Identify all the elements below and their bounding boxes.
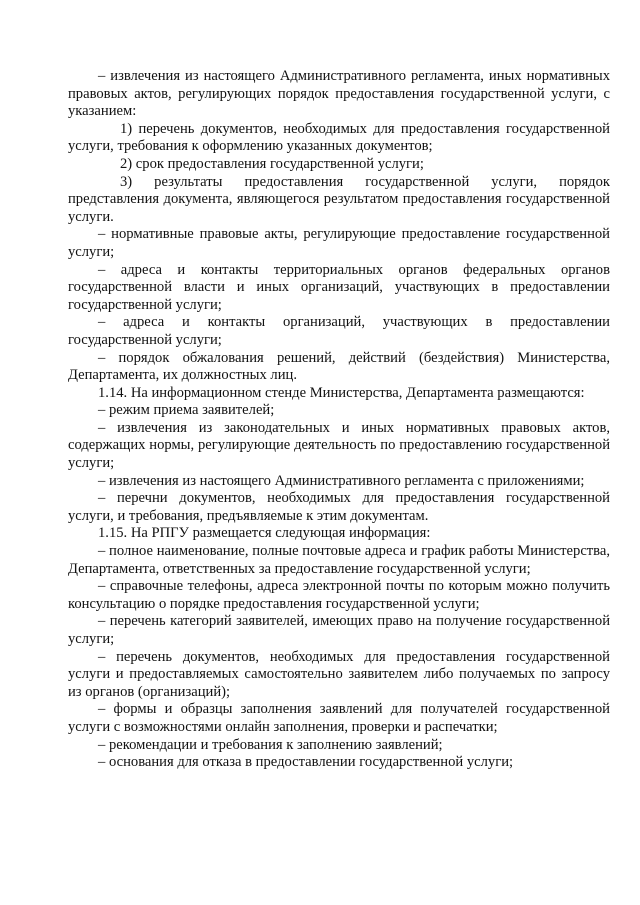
list-item-territorial-bodies: – адреса и контакты территориальных органов федеральных органов государственной власти и иных организаций, участвующих в предоставлении государственной услуги; — [68, 261, 610, 313]
list-item-regulation-extracts: – извлечения из настоящего Административного регламента, иных нормативных правовых актов, регулирующих порядок предоставления государственной услуги, с указанием: — [68, 68, 610, 120]
list-item-full-name-addresses: – полное наименование, полные почтовые адреса и график работы Министерства, Департамента, ответственных за предоставление государственной услуги; — [68, 543, 610, 577]
section-heading-1-14: 1.14. На информационном стенде Министерства, Департамента размещаются: — [98, 384, 585, 401]
list-item-legislative-extracts: – извлечения из законодательных и иных нормативных правовых актов, содержащих нормы, регулирующие деятельность по предоставлению государственной услуги; — [68, 419, 610, 472]
list-item-refusal-grounds: – основания для отказа в предоставлении государственной услуги; — [98, 754, 514, 771]
list-item-application-forms: – формы и образцы заполнения заявлений для получателей государственной услуги с возможностями онлайн заполнения, проверки и распечатки; — [68, 701, 610, 735]
list-item-normative-acts: – нормативные правовые акты, регулирующие предоставление государственной услуги; — [68, 226, 610, 260]
list-item-organizations-contacts: – адреса и контакты организаций, участвующих в предоставлении государственной услуги; — [68, 314, 610, 348]
list-item-service-results: 3) результаты предоставления государственной услуги, порядок представления документа, являющегося результатом предоставления государственной услуги. — [68, 173, 610, 225]
list-item-documents-list: 1) перечень документов, необходимых для предоставления государственной услуги, требования к оформлению указанных документов; — [68, 120, 610, 155]
list-item-required-documents: – перечень документов, необходимых для предоставления государственной услуги и предоставляемых самостоятельно заявителем либо получаемых по запросу из органов (организаций); — [68, 648, 610, 700]
section-heading-1-15: 1.15. На РПГУ размещается следующая информация: — [98, 525, 431, 542]
list-item-document-requirements: – перечни документов, необходимых для предоставления государственной услуги, и требования, предъявляемые к этим документам. — [68, 490, 610, 524]
list-item-reference-phones: – справочные телефоны, адреса электронной почты по которым можно получить консультацию о порядке предоставления государственной услуги; — [68, 578, 610, 612]
list-item-appeal-procedure: – порядок обжалования решений, действий (бездействия) Министерства, Департамента, их должностных лиц. — [68, 349, 610, 384]
list-item-reception-schedule: – режим приема заявителей; — [98, 402, 275, 419]
list-item-filling-recommendations: – рекомендации и требования к заполнению заявлений; — [98, 736, 443, 753]
list-item-service-term: 2) срок предоставления государственной услуги; — [120, 155, 424, 172]
list-item-regulation-appendices: – извлечения из настоящего Административного регламента с приложениями; — [98, 472, 585, 489]
list-item-applicant-categories: – перечень категорий заявителей, имеющих право на получение государственной услуги; — [68, 613, 610, 647]
document-page — [68, 68, 610, 772]
